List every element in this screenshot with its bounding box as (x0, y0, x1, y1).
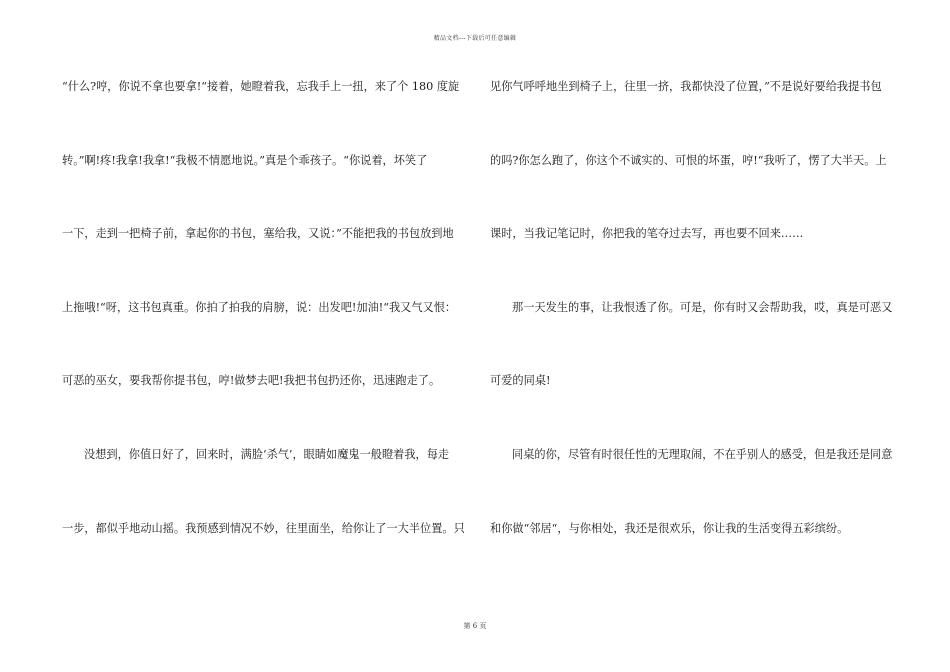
text-line: 那一天发生的事，让我恨透了你。可是，你有时又会帮助我，哎，真是可恶又 (512, 300, 893, 314)
text-line: 课时，当我记笔记时，你把我的笔夺过去写，再也要不回来…… (490, 227, 804, 241)
text-line: 没想到，你值日好了，回来时，满脸‘杀气’，眼睛如魔鬼一般瞪着我，每走 (84, 447, 450, 461)
text-line: 上拖哦!“呀，这书包真重。你拍了拍我的肩膀，说：出发吧!加油!“我又气又恨： (62, 300, 457, 314)
left-column (62, 78, 466, 593)
text-line: 见你气呼呼地坐到椅子上，往里一挤，我都快没了位置，”不是说好要给我提书包 (490, 80, 882, 93)
right-column (490, 78, 894, 593)
text-line: 和你做“邻居“，与你相处，我还是很欢乐，你让我的生活变得五彩缤纷。 (490, 521, 849, 535)
text-line: “什么?哼，你说不拿也要拿!“接着，她瞪着我，忘我手上一扭，来了个 180 度旋 (62, 80, 460, 93)
text-line: 可爱的同桌! (490, 374, 551, 388)
text-line: 一下，走到一把椅子前，拿起你的书包，塞给我，又说：”不能把我的书包放到地 (62, 227, 454, 241)
text-line: 同桌的你，尽管有时很任性的无理取闹，不在乎别人的感受，但是我还是同意 (512, 447, 893, 461)
text-line: 的吗?你怎么跑了，你这个不诚实的、可恨的坏蛋，哼!“我听了，愣了大半天。上 (490, 153, 887, 167)
text-line: 一步，都似乎地动山摇。我预感到情况不妙，往里面坐，给你让了一大半位置。只 (62, 521, 465, 535)
page-header: 精品文档---下载后可任意编辑 (433, 35, 517, 42)
text-line: 转。”啊!疼!我拿!我拿!“我极不情愿地说。”真是个乖孩子。“你说着，坏笑了 (62, 153, 428, 167)
text-line: 可恶的巫女，要我帮你提书包，哼!做梦去吧!我把书包扔还你，迅速跑走了。 (62, 374, 441, 388)
page-number: 第 6 页 (463, 622, 487, 630)
